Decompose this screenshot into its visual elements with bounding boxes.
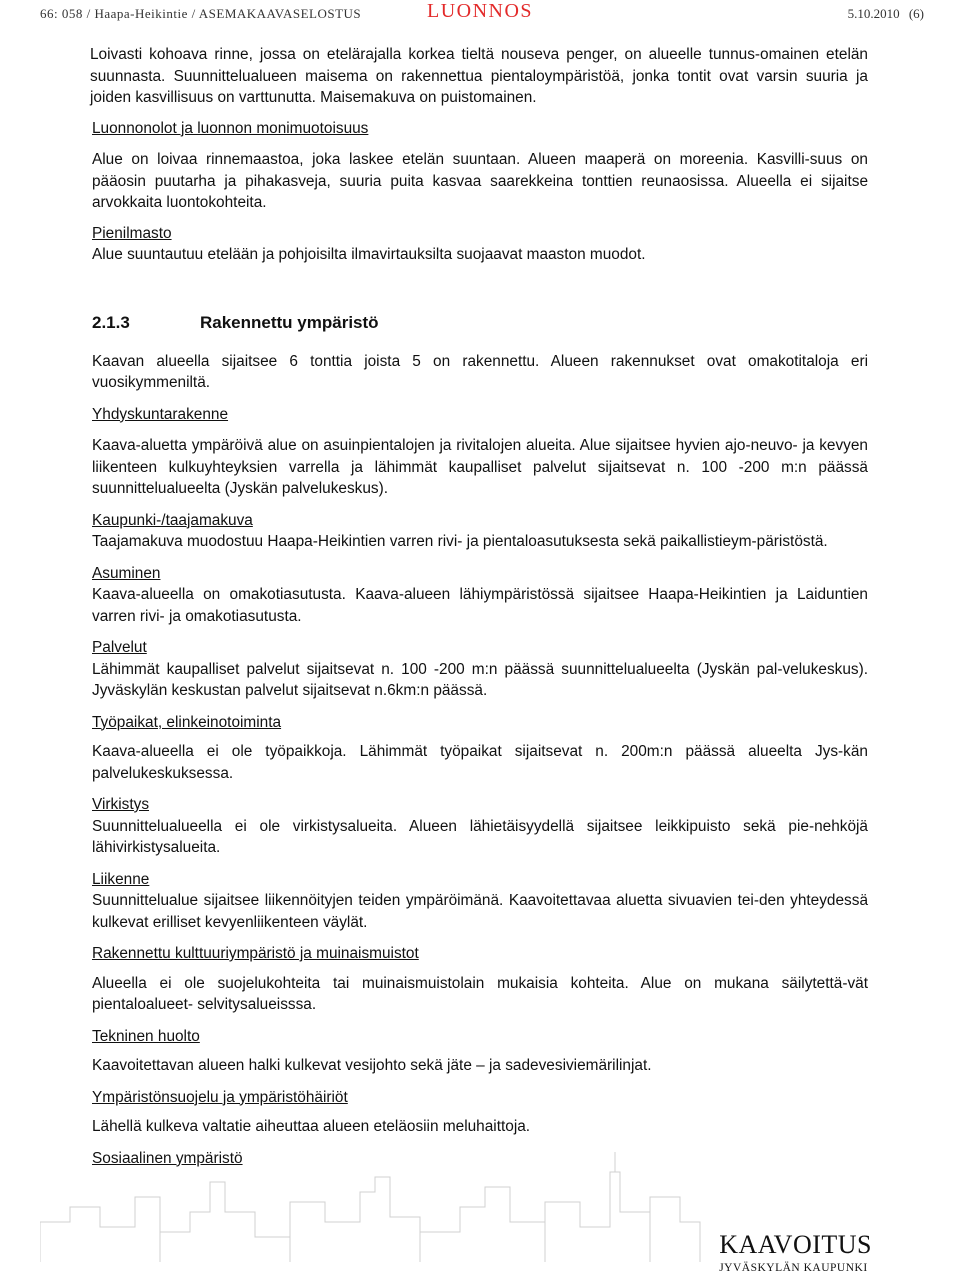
header-draft-label: LUONNOS [427,0,534,22]
subsection-heading-tyopaikat: Työpaikat, elinkeinotoiminta [92,713,282,731]
subsection-text-yhdyskuntarakenne: Kaava-aluetta ympäröivä alue on asuinpientalojen ja rivitalojen alueita. Alue sijaitsee hyvien ajo-neuvo- ja kevyen liikenteen kulkuyhteyksien varrella ja lähimmät kaupalliset palvelut sijaitsevat n. 100 -200 m:n päässä suunnittelualueelta (Jyskän palvelukeskus). [92,437,868,497]
subsection-heading-liikenne: Liikenne [92,870,150,888]
subsection-heading-kulttuuriymparisto: Rakennettu kulttuuriympäristö ja muinaismuistot [92,945,419,962]
subsection-text-tekninen-huolto: Kaavoitettavan alueen halki kulkevat vesijohto sekä jäte – ja sadevesiviemärilinjat. [92,1057,652,1074]
section-heading [92,311,868,335]
logo-subtitle: JYVÄSKYLÄN KAUPUNKI [719,1262,868,1274]
nature-heading: Luonnonolot ja luonnon monimuotoisuus [92,119,369,137]
logo-title: KAAVOITUS [719,1230,872,1259]
header-date: 5.10.2010 [847,6,900,21]
subsection-heading-ymparistonsuojelu: Ympäristönsuojelu ja ympäristöhäiriöt [92,1088,348,1106]
subsection-heading-tekninen-huolto: Tekninen huolto [92,1027,200,1045]
subsection-text-kulttuuriymparisto: Alueella ei ole suojelukohteita tai muinaismuistolain mukaisia kohteita. Alue on mukana säilytettä-vät pientaloalueet- selvitysalueisssa. [92,974,868,1013]
subsection-heading-taajamakuva: Kaupunki-/taajamakuva [92,511,253,529]
subsection-heading-sosiaalinen: Sosiaalinen ympäristö [92,1149,243,1167]
subsection-heading-palvelut: Palvelut [92,639,147,656]
subsection-text-liikenne: Suunnittelualue sijaitsee liikennöityjen teiden ympäröimänä. Kaavoitettavaa aluetta sivuavien tei-den yhteydessä kulkevat erilliset kevyenliikenteen väylät. [92,892,868,931]
kaavoitus-logo [719,1232,872,1274]
page-header [0,0,960,36]
subsection-text-tyopaikat: Kaava-alueella ei ole työpaikkoja. Lähimmät työpaikat sijaitsevat n. 200m:n päässä alueelta Jys-kän palvelukeskuksessa. [92,743,868,782]
intro-paragraph: Loivasti kohoava rinne, jossa on etelärajalla korkea tieltä nouseva penger, on alueelle tunnus-omainen etelän suunnasta. Suunnittelualueen maisema on rakennettua pientaloympäristöä, jonka tontit ovat varsin suuria ja joiden kasvillisuus on varttunutta. Maisemakuva on puistomainen. [90,46,868,106]
subsection-heading-virkistys: Virkistys [92,796,150,813]
subsection-text-palvelut: Lähimmät kaupalliset palvelut sijaitsevat n. 100 -200 m:n päässä suunnittelualueelta (Jyskän pal-velukeskus). Jyväskylän keskustan palvelut sijaitsevat n.6km:n päässä. [92,660,868,699]
header-page-number: (6) [908,6,924,21]
header-date-page [848,6,924,22]
subsection-text-virkistys: Suunnittelualueella ei ole virkistysalueita. Alueen lähietäisyydellä sijaitsee leikkipuisto sekä pie-nehköjä lähivirkistysalueita. [92,817,868,856]
section-number: 2.1.3 [92,312,130,332]
microclimate-heading: Pienilmasto [92,224,172,242]
nature-text: Alue on loivaa rinnemaastoa, joka laskee etelän suuntaan. Alueen maaperä on moreenia. Kasvilli-suus on pääosin puutarha ja pihakasveja, suuria puita kasvaa saarekkeina tonttien reunaosissa. Alueella ei sijaitse arvokkaita luontokohteita. [92,151,868,211]
microclimate-text: Alue suuntautuu etelään ja pohjoisilta ilmavirtauksilta suojaavat maaston muodot. [92,246,646,263]
section-title: Rakennettu ympäristö [200,312,379,332]
subsection-heading-asuminen: Asuminen [92,564,161,582]
header-document-title: 66: 058 / Haapa-Heikintie / ASEMAKAAVASELOSTUS [40,6,362,21]
subsection-text-ymparistonsuojelu: Lähellä kulkeva valtatie aiheuttaa alueen eteläosiin meluhaittoja. [92,1118,531,1135]
subsection-text-taajamakuva: Taajamakuva muodostuu Haapa-Heikintien varren rivi- ja pientaloasutuksesta sekä paikallistieym-päristöstä. [92,533,828,550]
subsection-text-asuminen: Kaava-alueella on omakotiasutusta. Kaava-alueen lähiympäristössä sijaitsee Haapa-Heikintien ja Laiduntien varren rivi- ja omakotiasutusta. [92,586,868,625]
page-content [92,44,868,1169]
section-text: Kaavan alueella sijaitsee 6 tonttia joista 5 on rakennettu. Alueen rakennukset ovat omakotitaloja eri vuosikymmeniltä. [92,352,868,391]
subsection-heading-yhdyskuntarakenne: Yhdyskuntarakenne [92,405,229,423]
